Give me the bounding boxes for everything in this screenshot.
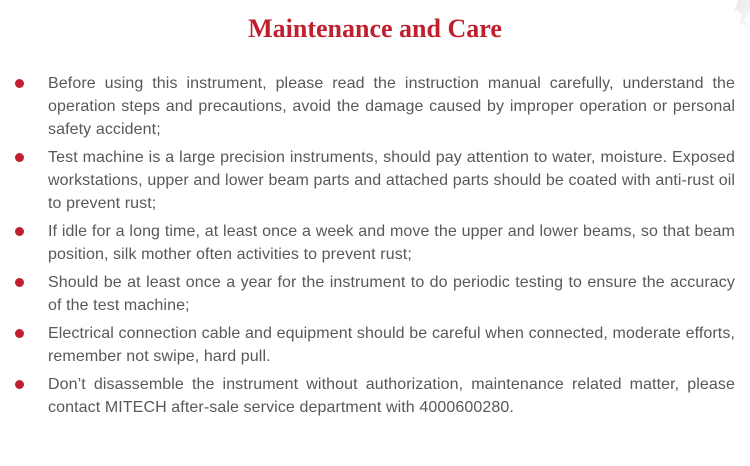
- bullet-icon: [15, 227, 24, 236]
- list-item: [0, 373, 735, 419]
- bullet-icon: [15, 329, 24, 338]
- list-item-text: If idle for a long time, at least once a week and move the upper and lower beams, so that beam position, silk mother often activities to prevent rust;: [48, 223, 735, 263]
- maintenance-list: [0, 72, 750, 419]
- list-item: [0, 271, 735, 317]
- list-item: [0, 220, 735, 266]
- list-item-text: Before using this instrument, please read the instruction manual carefully, understand the operation steps and precautions, avoid the damage caused by improper operation or personal safety accident;: [48, 75, 735, 138]
- page-title: Maintenance and Care: [248, 14, 502, 43]
- bullet-icon: [15, 79, 24, 88]
- bullet-icon: [15, 153, 24, 162]
- list-item-text: Should be at least once a year for the instrument to do periodic testing to ensure the accuracy of the test machine;: [48, 274, 735, 314]
- list-item-text: Don’t disassemble the instrument without authorization, maintenance related matter, please contact MITECH after-sale service department with 4000600280.: [48, 376, 735, 416]
- bullet-icon: [15, 380, 24, 389]
- list-item: [0, 146, 735, 215]
- list-item: [0, 322, 735, 368]
- list-item: [0, 72, 735, 141]
- list-item-text: Test machine is a large precision instruments, should pay attention to water, moisture. Exposed workstations, upper and lower beam parts and attached parts should be coated with anti-rust oil to prevent rust;: [48, 149, 735, 212]
- bullet-icon: [15, 278, 24, 287]
- list-item-text: Electrical connection cable and equipment should be careful when connected, moderate efforts, remember not swipe, hard pull.: [48, 325, 735, 365]
